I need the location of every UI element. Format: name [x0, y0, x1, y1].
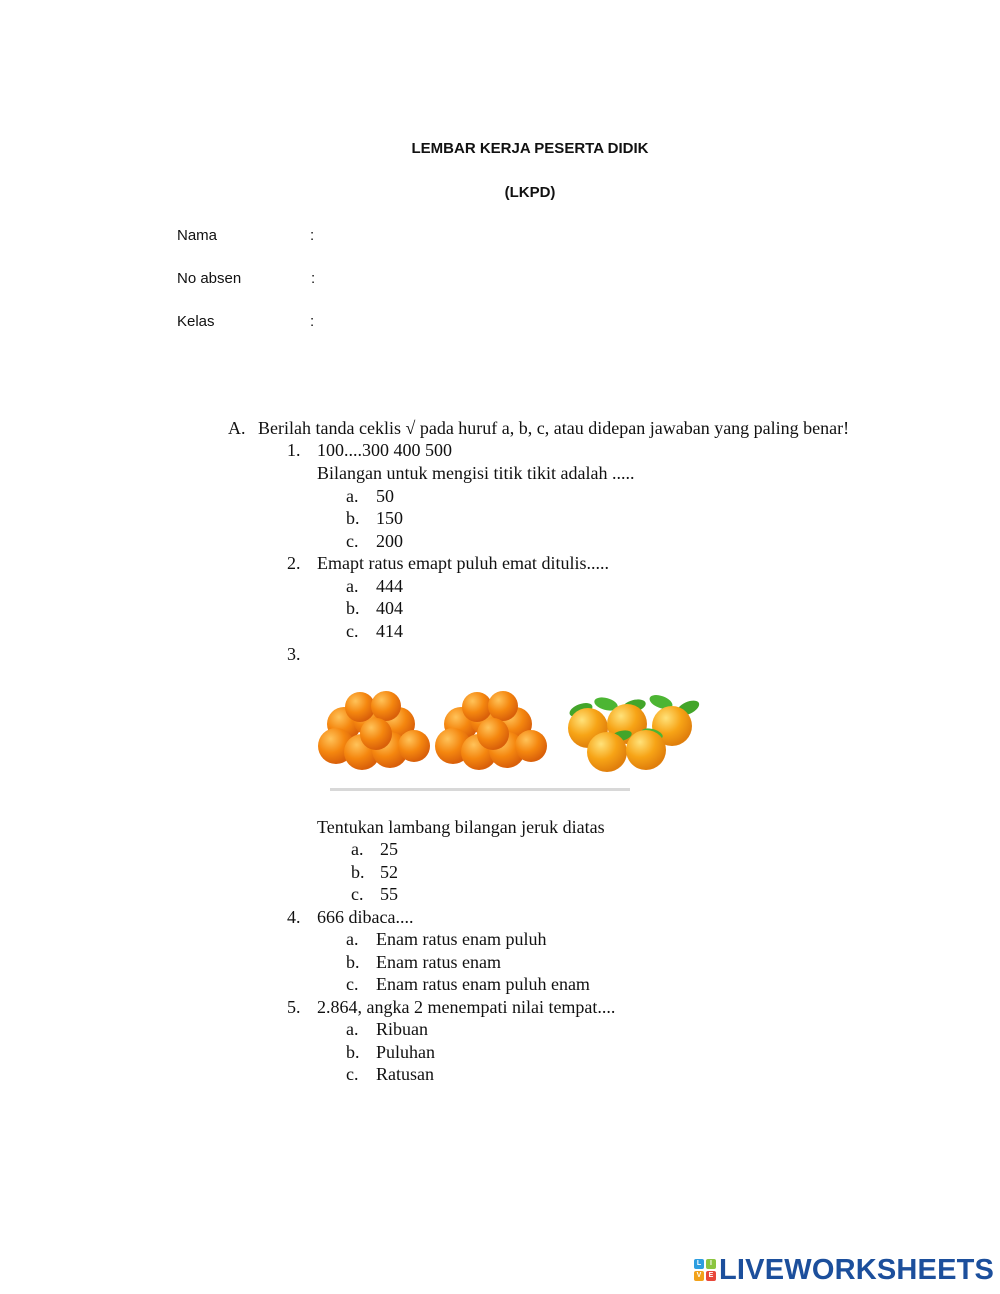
- question-number: 1.: [287, 440, 301, 460]
- absen-label: No absen: [177, 270, 242, 287]
- question-text: 100....300 400 500: [317, 440, 452, 460]
- option-text[interactable]: 52: [380, 862, 398, 882]
- option-letter[interactable]: b.: [351, 862, 365, 882]
- option-text[interactable]: 414: [376, 621, 403, 641]
- question-text: 666 dibaca....: [317, 907, 414, 927]
- option-letter[interactable]: a.: [346, 576, 359, 596]
- liveworksheets-brand[interactable]: [694, 1253, 994, 1287]
- option-text[interactable]: 444: [376, 576, 403, 596]
- option-text[interactable]: Ratusan: [376, 1064, 434, 1084]
- question-number: 2.: [287, 553, 301, 573]
- question-subtext: Bilangan untuk mengisi titik tikit adalah .....: [317, 463, 635, 483]
- option-text[interactable]: Puluhan: [376, 1042, 436, 1062]
- name-label: Nama: [177, 227, 218, 244]
- class-colon: :: [310, 313, 315, 330]
- orange-group-leaves: [568, 692, 702, 772]
- option-letter[interactable]: a.: [346, 486, 359, 506]
- option-letter[interactable]: c.: [346, 621, 359, 641]
- option-text[interactable]: 200: [376, 531, 403, 551]
- option-letter[interactable]: a.: [351, 839, 364, 859]
- option-text[interactable]: Enam ratus enam puluh: [376, 929, 547, 949]
- question-number: 4.: [287, 907, 301, 927]
- section-instruction: Berilah tanda ceklis √ pada huruf a, b, c, atau didepan jawaban yang paling benar!: [258, 418, 850, 438]
- option-letter[interactable]: c.: [346, 974, 359, 994]
- liveworksheets-logo-icon: L I V E: [694, 1259, 716, 1281]
- option-letter[interactable]: a.: [346, 929, 359, 949]
- option-letter[interactable]: b.: [346, 1042, 360, 1062]
- oranges-image: [316, 682, 712, 794]
- question-number: 5.: [287, 997, 301, 1017]
- question-text: Emapt ratus emapt puluh emat ditulis.....: [317, 553, 609, 573]
- worksheet-title: LEMBAR KERJA PESERTA DIDIK: [411, 140, 649, 157]
- option-letter[interactable]: b.: [346, 598, 360, 618]
- section-marker: A.: [228, 418, 246, 438]
- orange-pile-1: [318, 691, 430, 770]
- name-colon: :: [310, 227, 315, 244]
- option-letter[interactable]: b.: [346, 952, 360, 972]
- worksheet-subtitle: (LKPD): [504, 184, 556, 201]
- option-text[interactable]: 50: [376, 486, 394, 506]
- option-letter[interactable]: a.: [346, 1019, 359, 1039]
- option-letter[interactable]: c.: [351, 884, 364, 904]
- class-label: Kelas: [177, 313, 215, 330]
- option-letter[interactable]: b.: [346, 508, 360, 528]
- option-letter[interactable]: c.: [346, 531, 359, 551]
- option-text[interactable]: 55: [380, 884, 398, 904]
- option-text[interactable]: Ribuan: [376, 1019, 428, 1039]
- question-number: 3.: [287, 644, 301, 664]
- option-text[interactable]: 150: [376, 508, 403, 528]
- option-text[interactable]: Enam ratus enam: [376, 952, 501, 972]
- option-text[interactable]: 25: [380, 839, 398, 859]
- absen-colon: :: [311, 270, 316, 287]
- brand-name: LIVEWORKSHEETS: [719, 1253, 995, 1286]
- option-text[interactable]: 404: [376, 598, 403, 618]
- question-subtext: Tentukan lambang bilangan jeruk diatas: [317, 817, 605, 837]
- orange-pile-2: [435, 691, 547, 770]
- question-text: 2.864, angka 2 menempati nilai tempat....: [317, 997, 616, 1017]
- option-text[interactable]: Enam ratus enam puluh enam: [376, 974, 590, 994]
- option-letter[interactable]: c.: [346, 1064, 359, 1084]
